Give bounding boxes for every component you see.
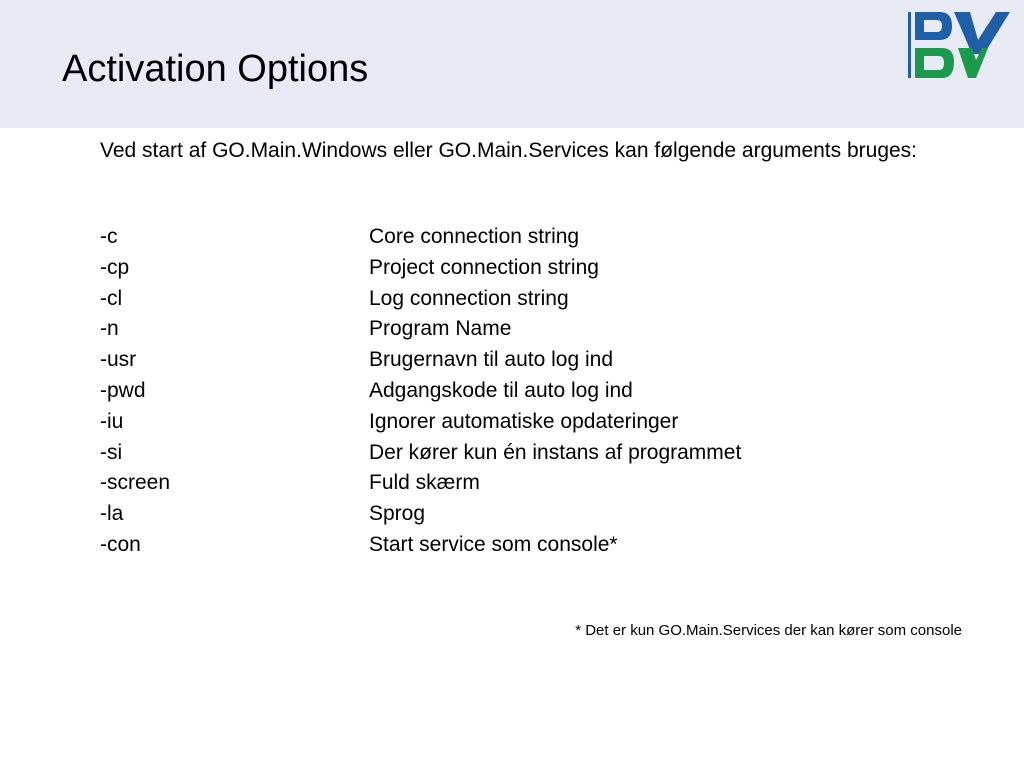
option-row: [100, 253, 960, 284]
option-flag: -si: [100, 440, 123, 464]
option-description: Project connection string: [369, 255, 599, 279]
option-flag: -la: [100, 502, 124, 526]
option-row: [100, 345, 960, 376]
option-description: Start service som console*: [369, 532, 618, 556]
option-flag: -pwd: [100, 378, 146, 402]
option-row: [100, 376, 960, 407]
option-description: Core connection string: [369, 225, 580, 248]
footnote: * Det er kun GO.Main.Services der kan kører som console: [575, 622, 962, 639]
option-description: Der kører kun én instans af programmet: [369, 440, 742, 464]
option-flag: -n: [100, 317, 119, 341]
option-description: Brugernavn til auto log ind: [369, 348, 613, 372]
option-description: Log connection string: [369, 286, 569, 310]
option-description: Fuld skærm: [369, 471, 480, 495]
option-row: [100, 284, 960, 315]
option-description: Adgangskode til auto log ind: [369, 378, 633, 402]
option-flag: -iu: [100, 409, 124, 433]
bv-logo-icon: [906, 10, 1012, 80]
option-flag: -cp: [100, 255, 130, 279]
option-flag: -cl: [100, 286, 123, 310]
option-row: [100, 468, 960, 499]
option-row: [100, 407, 960, 438]
option-row: [100, 499, 960, 530]
slide-title: Activation Options: [62, 48, 369, 90]
option-flag: -screen: [100, 471, 171, 495]
option-row: [100, 222, 960, 253]
option-row: [100, 314, 960, 345]
option-description: Sprog: [369, 502, 426, 526]
option-row: [100, 438, 960, 469]
options-list: [100, 222, 960, 561]
option-row: [100, 530, 960, 561]
intro-text: Ved start af GO.Main.Windows eller GO.Main.Services kan følgende arguments bruges:: [100, 139, 918, 162]
option-description: Ignorer automatiske opdateringer: [369, 409, 679, 433]
option-flag: -con: [100, 532, 141, 556]
option-description: Program Name: [369, 317, 512, 341]
option-flag: -c: [100, 225, 118, 248]
option-flag: -usr: [100, 348, 137, 372]
